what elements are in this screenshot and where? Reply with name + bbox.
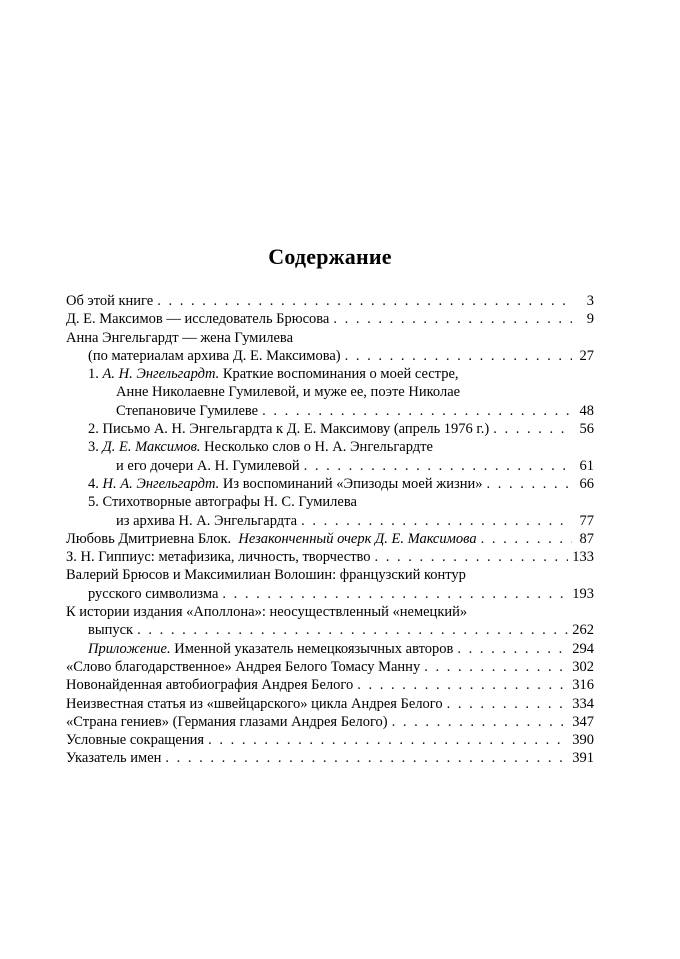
leader-dots bbox=[375, 548, 569, 566]
entry-text: Несколько слов о Н. А. Энгельгардте bbox=[204, 439, 433, 456]
entry-title bbox=[88, 438, 433, 456]
entry-title: и его дочери А. Н. Гумилевой bbox=[116, 457, 300, 474]
toc-entry[interactable] bbox=[66, 548, 594, 566]
toc-entry[interactable] bbox=[66, 292, 594, 310]
leader-dots bbox=[301, 512, 572, 530]
entry-number: 4. bbox=[88, 475, 99, 492]
page-number: 61 bbox=[579, 457, 594, 474]
toc-entry[interactable] bbox=[66, 310, 594, 328]
toc-entry bbox=[66, 438, 594, 456]
entry-title: Анна Энгельгардт — жена Гумилева bbox=[66, 329, 294, 346]
toc-entry[interactable] bbox=[66, 585, 594, 603]
leader-dots bbox=[487, 475, 572, 493]
toc-entry[interactable] bbox=[66, 621, 594, 639]
page-title: Содержание bbox=[268, 244, 392, 269]
toc-entry[interactable] bbox=[66, 530, 594, 548]
table-of-contents bbox=[66, 292, 594, 768]
entry-title: (по материалам архива Д. Е. Максимова) bbox=[88, 347, 341, 364]
entry-author: А. Н. Энгельгардт. bbox=[102, 366, 220, 383]
entry-title bbox=[88, 475, 483, 493]
page-number: 390 bbox=[572, 732, 594, 749]
toc-entry bbox=[66, 365, 594, 383]
leader-dots bbox=[457, 640, 568, 658]
entry-title: Неизвестная статья из «швейцарского» цикла Андрея Белого bbox=[66, 695, 443, 712]
entry-title: К истории издания «Аполлона»: неосуществленный «немецкий» bbox=[66, 604, 468, 621]
entry-italic: Незаконченный очерк Д. Е. Максимова bbox=[238, 530, 477, 547]
toc-entry[interactable] bbox=[66, 475, 594, 493]
toc-entry bbox=[66, 383, 594, 401]
leader-dots bbox=[137, 621, 568, 639]
entry-title bbox=[88, 365, 459, 383]
entry-title: Указатель имен bbox=[66, 750, 162, 767]
page-number: 262 bbox=[572, 622, 594, 639]
toc-entry[interactable] bbox=[66, 713, 594, 731]
entry-author: Д. Е. Максимов. bbox=[102, 439, 201, 456]
entry-title: 5. Стихотворные автографы Н. С. Гумилева bbox=[88, 494, 357, 511]
page-number: 9 bbox=[586, 311, 594, 328]
leader-dots bbox=[262, 402, 572, 420]
toc-entry[interactable] bbox=[66, 640, 594, 658]
entry-title: 2. Письмо А. Н. Энгельгардта к Д. Е. Максимову (апрель 1976 г.) bbox=[88, 421, 490, 438]
entry-title bbox=[88, 640, 453, 658]
page-number: 334 bbox=[572, 695, 594, 712]
toc-entry bbox=[66, 329, 594, 347]
leader-dots bbox=[208, 731, 568, 749]
leader-dots bbox=[424, 658, 568, 676]
entry-title: Об этой книге bbox=[66, 293, 154, 309]
toc-entry[interactable] bbox=[66, 695, 594, 713]
entry-number: 1. bbox=[88, 366, 99, 383]
toc-entry[interactable] bbox=[66, 512, 594, 530]
toc-entry[interactable] bbox=[66, 402, 594, 420]
page-number: 66 bbox=[579, 475, 594, 492]
entry-text: Из воспоминаний «Эпизоды моей жизни» bbox=[222, 475, 483, 492]
entry-title: русского символизма bbox=[88, 585, 219, 602]
entry-title: Валерий Брюсов и Максимилиан Волошин: французский контур bbox=[66, 567, 466, 584]
page-number: 27 bbox=[579, 347, 594, 364]
page-number: 87 bbox=[579, 530, 594, 547]
toc-entry[interactable] bbox=[66, 731, 594, 749]
leader-dots bbox=[333, 310, 572, 328]
leader-dots bbox=[481, 530, 572, 548]
toc-entry[interactable] bbox=[66, 676, 594, 694]
entry-title: Степановиче Гумилеве bbox=[116, 402, 259, 419]
leader-dots bbox=[447, 695, 569, 713]
page-number: 77 bbox=[579, 512, 594, 529]
toc-entry[interactable] bbox=[66, 658, 594, 676]
entry-title: Новонайденная автобиография Андрея Белого bbox=[66, 677, 354, 694]
leader-dots bbox=[222, 585, 568, 603]
page-number: 48 bbox=[579, 402, 594, 419]
page-number: 302 bbox=[572, 658, 594, 675]
page-number: 294 bbox=[572, 640, 594, 657]
page-number: 3 bbox=[586, 293, 594, 309]
entry-title: Анне Николаевне Гумилевой, и муже ее, поэте Николае bbox=[116, 384, 461, 401]
entry-number: 3. bbox=[88, 439, 99, 456]
leader-dots bbox=[345, 347, 572, 365]
entry-text: Именной указатель немецкоязычных авторов bbox=[174, 640, 454, 657]
entry-title: из архива Н. А. Энгельгардта bbox=[116, 512, 298, 529]
leader-dots bbox=[392, 713, 569, 731]
entry-title: Д. Е. Максимов — исследователь Брюсова bbox=[66, 311, 330, 328]
leader-dots bbox=[157, 292, 572, 310]
entry-title: З. Н. Гиппиус: метафизика, личность, творчество bbox=[66, 549, 371, 566]
entry-title: выпуск bbox=[88, 622, 134, 639]
leader-dots bbox=[304, 457, 572, 475]
entry-author: Н. А. Энгельгардт. bbox=[102, 475, 220, 492]
toc-entry[interactable] bbox=[66, 457, 594, 475]
leader-dots bbox=[493, 420, 572, 438]
page-number: 193 bbox=[572, 585, 594, 602]
toc-entry bbox=[66, 493, 594, 511]
entry-title: «Страна гениев» (Германия глазами Андрея Белого) bbox=[66, 713, 388, 730]
entry-text: Краткие воспоминания о моей сестре, bbox=[222, 366, 459, 383]
toc-entry bbox=[66, 603, 594, 621]
toc-entry bbox=[66, 566, 594, 584]
page-number: 391 bbox=[572, 750, 594, 767]
entry-text: Любовь Дмитриевна Блок. bbox=[66, 530, 232, 547]
toc-entry[interactable] bbox=[66, 420, 594, 438]
toc-entry[interactable] bbox=[66, 347, 594, 365]
page-number: 347 bbox=[572, 713, 594, 730]
toc-entry[interactable] bbox=[66, 749, 594, 767]
entry-italic: Приложение. bbox=[88, 640, 171, 657]
entry-title: Условные сокращения bbox=[66, 732, 205, 749]
page-number: 133 bbox=[572, 549, 594, 566]
page-number: 56 bbox=[579, 421, 594, 438]
leader-dots bbox=[357, 676, 568, 694]
entry-title bbox=[66, 530, 477, 548]
entry-title: «Слово благодарственное» Андрея Белого Томасу Манну bbox=[66, 658, 421, 675]
leader-dots bbox=[165, 749, 568, 767]
page-number: 316 bbox=[572, 677, 594, 694]
